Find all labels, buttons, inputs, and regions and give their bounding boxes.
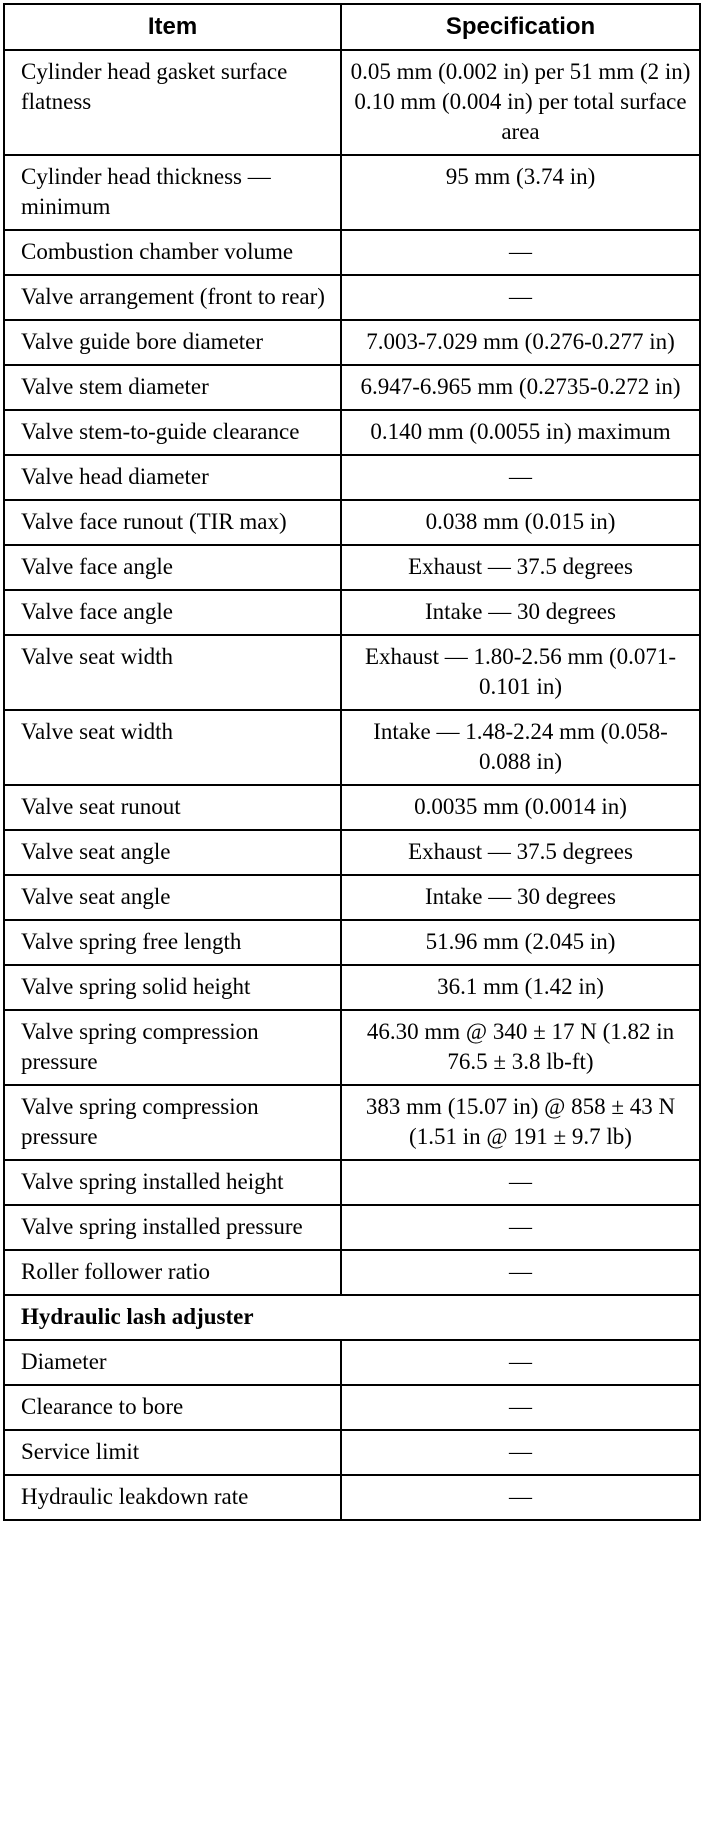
item-cell: Cylinder head gasket surface flatness bbox=[4, 50, 341, 155]
table-row bbox=[4, 1085, 700, 1160]
item-cell: Valve head diameter bbox=[4, 455, 341, 500]
table-row bbox=[4, 920, 700, 965]
table-row bbox=[4, 965, 700, 1010]
table-row bbox=[4, 1385, 700, 1430]
section-title: Hydraulic lash adjuster bbox=[4, 1295, 700, 1340]
specification-line: 0.140 mm (0.0055 in) maximum bbox=[370, 419, 671, 444]
specification-line: — bbox=[509, 1394, 532, 1419]
specification-line: 6.947-6.965 mm (0.2735-0.272 in) bbox=[360, 374, 681, 399]
specification-cell bbox=[341, 275, 700, 320]
specification-line: — bbox=[509, 1169, 532, 1194]
table-row bbox=[4, 1475, 700, 1520]
specification-cell bbox=[341, 455, 700, 500]
specification-cell bbox=[341, 1010, 700, 1085]
specification-cell bbox=[341, 635, 700, 710]
table-row bbox=[4, 710, 700, 785]
specification-cell bbox=[341, 545, 700, 590]
specification-line: Intake — 30 degrees bbox=[425, 884, 616, 909]
specification-cell bbox=[341, 1475, 700, 1520]
table-row bbox=[4, 275, 700, 320]
specification-cell bbox=[341, 365, 700, 410]
table-row bbox=[4, 1430, 700, 1475]
item-cell: Valve stem diameter bbox=[4, 365, 341, 410]
specification-cell bbox=[341, 785, 700, 830]
table-row bbox=[4, 1250, 700, 1295]
item-cell: Valve spring solid height bbox=[4, 965, 341, 1010]
item-cell: Valve seat width bbox=[4, 710, 341, 785]
specification-cell bbox=[341, 1385, 700, 1430]
item-cell: Valve spring installed pressure bbox=[4, 1205, 341, 1250]
specification-cell bbox=[341, 920, 700, 965]
specification-line: — bbox=[509, 1214, 532, 1239]
item-cell: Valve spring free length bbox=[4, 920, 341, 965]
specification-cell bbox=[341, 875, 700, 920]
table-row bbox=[4, 830, 700, 875]
item-cell: Valve face runout (TIR max) bbox=[4, 500, 341, 545]
specification-cell bbox=[341, 500, 700, 545]
specification-line: — bbox=[509, 1259, 532, 1284]
item-cell: Valve stem-to-guide clearance bbox=[4, 410, 341, 455]
section-header-row bbox=[4, 1295, 700, 1340]
table-row bbox=[4, 545, 700, 590]
specification-line: Intake — 30 degrees bbox=[425, 599, 616, 624]
table-row bbox=[4, 155, 700, 230]
specification-line: — bbox=[509, 1439, 532, 1464]
table-row bbox=[4, 365, 700, 410]
table-row bbox=[4, 500, 700, 545]
item-cell: Valve guide bore diameter bbox=[4, 320, 341, 365]
specification-line: — bbox=[509, 464, 532, 489]
specification-line: 383 mm (15.07 in) @ 858 ± 43 N (1.51 in @ 191 ± 9.7 lb) bbox=[365, 1094, 676, 1149]
table-row bbox=[4, 785, 700, 830]
specification-cell bbox=[341, 710, 700, 785]
item-cell: Valve seat angle bbox=[4, 875, 341, 920]
specification-cell bbox=[341, 1205, 700, 1250]
item-cell: Cylinder head thickness — minimum bbox=[4, 155, 341, 230]
item-cell: Valve spring installed height bbox=[4, 1160, 341, 1205]
specification-line: 7.003-7.029 mm (0.276-0.277 in) bbox=[366, 329, 675, 354]
table-header-row bbox=[4, 4, 700, 50]
table-row bbox=[4, 50, 700, 155]
item-cell: Valve spring compression pressure bbox=[4, 1085, 341, 1160]
specification-line: Exhaust — 1.80-2.56 mm (0.071-0.101 in) bbox=[364, 644, 677, 699]
specification-cell bbox=[341, 1250, 700, 1295]
table-row bbox=[4, 410, 700, 455]
specification-cell bbox=[341, 590, 700, 635]
specification-cell bbox=[341, 320, 700, 365]
specification-line: 95 mm (3.74 in) bbox=[445, 164, 596, 189]
specification-line: 0.10 mm (0.004 in) per total surface area bbox=[354, 89, 687, 144]
specification-line: 46.30 mm @ 340 ± 17 N (1.82 in 76.5 ± 3.8 lb-ft) bbox=[366, 1019, 675, 1074]
specification-line: 0.038 mm (0.015 in) bbox=[425, 509, 616, 534]
specification-line: Exhaust — 37.5 degrees bbox=[408, 839, 633, 864]
table-row bbox=[4, 1340, 700, 1385]
item-cell: Valve arrangement (front to rear) bbox=[4, 275, 341, 320]
table-row bbox=[4, 320, 700, 365]
item-cell: Combustion chamber volume bbox=[4, 230, 341, 275]
specification-line: — bbox=[509, 1349, 532, 1374]
item-cell: Clearance to bore bbox=[4, 1385, 341, 1430]
specification-line: — bbox=[509, 284, 532, 309]
table-row bbox=[4, 230, 700, 275]
header-item: Item bbox=[4, 4, 341, 50]
specification-cell bbox=[341, 1340, 700, 1385]
item-cell: Valve spring compression pressure bbox=[4, 1010, 341, 1085]
specification-table bbox=[3, 3, 701, 1521]
specification-cell bbox=[341, 230, 700, 275]
specification-cell bbox=[341, 830, 700, 875]
specification-cell bbox=[341, 410, 700, 455]
specification-line: 0.05 mm (0.002 in) per 51 mm (2 in) bbox=[350, 59, 691, 84]
item-cell: Valve face angle bbox=[4, 590, 341, 635]
item-cell: Valve face angle bbox=[4, 545, 341, 590]
specification-cell bbox=[341, 965, 700, 1010]
specification-cell bbox=[341, 1430, 700, 1475]
table-row bbox=[4, 455, 700, 500]
item-cell: Diameter bbox=[4, 1340, 341, 1385]
specification-line: — bbox=[509, 239, 532, 264]
table-row bbox=[4, 590, 700, 635]
table-row bbox=[4, 875, 700, 920]
specification-cell bbox=[341, 155, 700, 230]
specification-line: 0.0035 mm (0.0014 in) bbox=[414, 794, 627, 819]
item-cell: Service limit bbox=[4, 1430, 341, 1475]
table-row bbox=[4, 1010, 700, 1085]
table-row bbox=[4, 1205, 700, 1250]
specification-line: Exhaust — 37.5 degrees bbox=[408, 554, 633, 579]
header-specification: Specification bbox=[341, 4, 700, 50]
table-body bbox=[4, 50, 700, 1295]
table-row bbox=[4, 1160, 700, 1205]
specification-cell bbox=[341, 1085, 700, 1160]
specification-line: 51.96 mm (2.045 in) bbox=[425, 929, 616, 954]
specification-cell bbox=[341, 1160, 700, 1205]
specification-line: Intake — 1.48-2.24 mm (0.058-0.088 in) bbox=[373, 719, 668, 774]
item-cell: Valve seat width bbox=[4, 635, 341, 710]
specification-line: 36.1 mm (1.42 in) bbox=[437, 974, 604, 999]
section-body bbox=[4, 1295, 700, 1520]
item-cell: Hydraulic leakdown rate bbox=[4, 1475, 341, 1520]
specification-line: — bbox=[509, 1484, 532, 1509]
specification-cell bbox=[341, 50, 700, 155]
item-cell: Valve seat angle bbox=[4, 830, 341, 875]
table-row bbox=[4, 635, 700, 710]
item-cell: Valve seat runout bbox=[4, 785, 341, 830]
item-cell: Roller follower ratio bbox=[4, 1250, 341, 1295]
